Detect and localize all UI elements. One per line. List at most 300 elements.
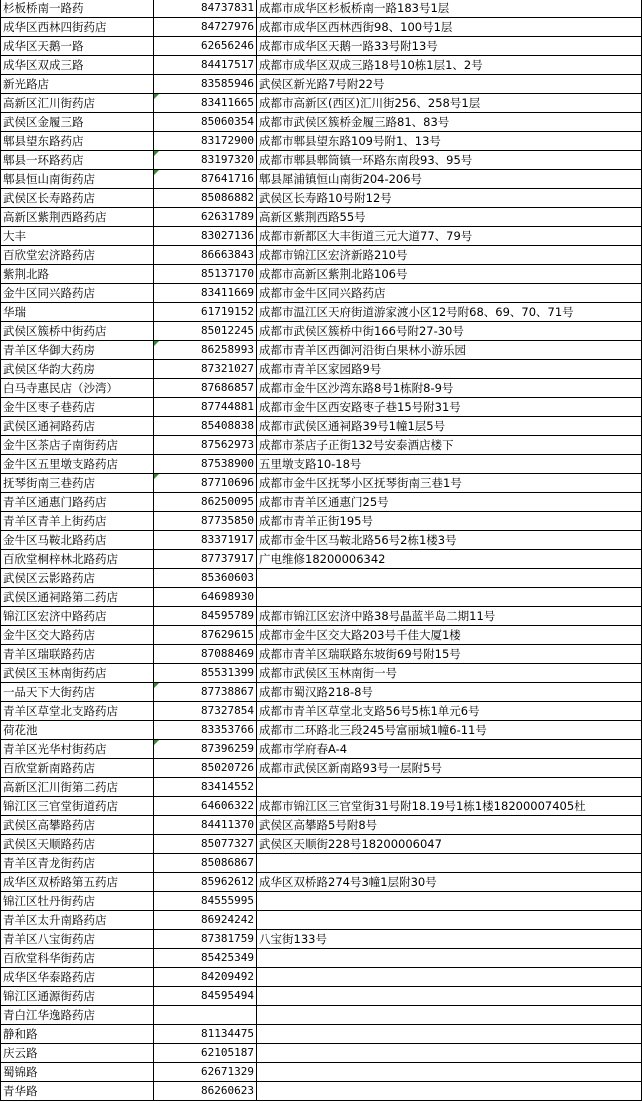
address: 成都市武侯区簇桥金履三路81、83号 [259,115,450,129]
store-name: 静和路 [3,1027,38,1041]
address-cell[interactable] [257,721,642,740]
phone-cell[interactable] [154,607,257,626]
phone-cell[interactable] [154,75,257,94]
address: 武侯区天顺街228号18200006047 [259,837,442,851]
address-cell[interactable] [257,588,642,607]
address-cell[interactable] [257,189,642,208]
phone-cell[interactable] [154,322,257,341]
address-cell[interactable] [257,75,642,94]
table-row [1,816,642,835]
store-name: 一品天下大街药店 [3,685,95,699]
table-row [1,284,642,303]
address-cell[interactable] [257,1006,642,1025]
phone-cell[interactable] [154,911,257,930]
address: 成都市成华区双成三路18号10栋1层1、2号 [259,58,483,72]
address: 五里墩支路10-18号 [259,457,362,471]
address-cell[interactable] [257,702,642,721]
address-cell[interactable] [257,531,642,550]
phone-cell[interactable] [154,151,257,170]
table-row [1,892,642,911]
store-name-cell[interactable] [1,835,154,854]
comment-indicator-icon [154,474,159,479]
phone-cell[interactable] [154,265,257,284]
phone-number: 85531399 [201,666,254,679]
store-name-cell[interactable] [1,170,154,189]
address-cell[interactable] [257,854,642,873]
store-name: 百欣堂桐梓林北路药店 [3,552,118,566]
phone-number: 83371917 [201,533,254,546]
phone-cell[interactable] [154,987,257,1006]
address-cell[interactable] [257,208,642,227]
phone-cell[interactable] [154,873,257,892]
address-cell[interactable] [257,911,642,930]
phone-cell[interactable] [154,284,257,303]
phone-cell[interactable] [154,227,257,246]
table-row [1,265,642,284]
store-name-cell[interactable] [1,778,154,797]
address-cell[interactable] [257,816,642,835]
table-row [1,379,642,398]
store-name-cell[interactable] [1,987,154,1006]
store-name: 高新区汇川街药店 [3,96,95,110]
store-name: 成华区西林四街药店 [3,20,107,34]
phone-cell[interactable] [154,645,257,664]
store-name-cell[interactable] [1,455,154,474]
address-cell[interactable] [257,930,642,949]
phone-cell[interactable] [154,94,257,113]
phone-cell[interactable] [154,0,257,18]
phone-number: 84595789 [201,609,254,622]
address: 成都市高新区紫荆北路106号 [259,267,408,281]
address: 成都市郫县郫筒镇一环路东南段93、95号 [259,153,473,167]
table-row [1,683,642,702]
store-name-cell[interactable] [1,607,154,626]
store-name-cell[interactable] [1,512,154,531]
address-cell[interactable] [257,1063,642,1082]
phone-cell[interactable] [154,493,257,512]
phone-number: 62671329 [201,1065,254,1078]
store-name-cell[interactable] [1,208,154,227]
phone-number: 86663843 [201,248,254,261]
store-name-cell[interactable] [1,664,154,683]
address-cell[interactable] [257,873,642,892]
table-row [1,778,642,797]
address-cell[interactable] [257,607,642,626]
phone-number: 87744881 [201,400,254,413]
phone-cell[interactable] [154,778,257,797]
store-name: 武侯区天顺路药店 [3,837,95,851]
table-row [1,37,642,56]
address-cell[interactable] [257,1025,642,1044]
store-name: 金牛区同兴路药店 [3,286,95,300]
store-name-cell[interactable] [1,968,154,987]
address: 成都市金牛区交大路203号千佳大厦1楼 [259,628,461,642]
store-name-cell[interactable] [1,569,154,588]
comment-indicator-icon [154,740,159,745]
store-name: 成华区华泰路药店 [3,970,95,984]
phone-number: 64606322 [201,799,254,812]
table-row [1,417,642,436]
address: 成都市高新区(西区)汇川街256、258号1层 [259,96,481,110]
store-name: 武侯区玉林南街药店 [3,666,107,680]
phone-cell[interactable] [154,436,257,455]
store-name-cell[interactable] [1,645,154,664]
phone-cell[interactable] [154,1044,257,1063]
table-row [1,246,642,265]
phone-number: 87538900 [201,457,254,470]
address: 成都市学府春A-4 [259,742,348,756]
phone-number: 86250095 [201,495,254,508]
store-name: 青华路 [3,1084,38,1098]
store-name-cell[interactable] [1,949,154,968]
phone-number: 86260623 [201,1084,254,1097]
phone-cell[interactable] [154,588,257,607]
address-cell[interactable] [257,56,642,75]
phone-cell[interactable] [154,569,257,588]
store-name-cell[interactable] [1,417,154,436]
table-row [1,911,642,930]
phone-number: 87321027 [201,362,254,375]
phone-cell[interactable] [154,759,257,778]
store-name: 蜀锦路 [3,1065,38,1079]
store-name-cell[interactable] [1,1006,154,1025]
phone-cell[interactable] [154,474,257,493]
address-cell[interactable] [257,417,642,436]
store-name: 青羊区太升南路药店 [3,913,107,927]
store-name-cell[interactable] [1,930,154,949]
phone-number: 85962612 [201,875,254,888]
store-name-cell[interactable] [1,721,154,740]
phone-cell[interactable] [154,341,257,360]
table-row [1,455,642,474]
store-name-cell[interactable] [1,132,154,151]
store-name-cell[interactable] [1,1044,154,1063]
phone-cell[interactable] [154,360,257,379]
comment-indicator-icon [154,341,159,346]
table-row [1,968,642,987]
address-cell[interactable] [257,512,642,531]
address-cell[interactable] [257,341,642,360]
store-name-cell[interactable] [1,474,154,493]
phone-cell[interactable] [154,189,257,208]
store-name: 大丰 [3,229,26,243]
store-name-cell[interactable] [1,797,154,816]
store-name-cell[interactable] [1,341,154,360]
table-row [1,987,642,1006]
address: 成都市青羊区瑞联路东坡街69号附15号 [259,647,461,661]
address-cell[interactable] [257,1044,642,1063]
phone-cell[interactable] [154,949,257,968]
address: 郫县犀浦镇恒山南街204-206号 [259,172,423,186]
store-name-cell[interactable] [1,1063,154,1082]
table-row [1,170,642,189]
address-cell[interactable] [257,0,642,18]
address-cell[interactable] [257,379,642,398]
phone-cell[interactable] [154,968,257,987]
address-cell[interactable] [257,740,642,759]
phone-cell[interactable] [154,18,257,37]
phone-number: 87629615 [201,628,254,641]
address-cell[interactable] [257,455,642,474]
store-name-cell[interactable] [1,94,154,113]
phone-cell[interactable] [154,512,257,531]
phone-number: 87088469 [201,647,254,660]
table-row [1,588,642,607]
store-name-cell[interactable] [1,360,154,379]
phone-number: 84727976 [201,20,254,33]
phone-cell[interactable] [154,1082,257,1101]
phone-number: 83411665 [201,96,254,109]
store-name-cell[interactable] [1,759,154,778]
phone-cell[interactable] [154,892,257,911]
store-name-cell[interactable] [1,0,154,18]
address: 成都市锦江区宏济中路38号晶蓝半岛二期11号 [259,609,496,623]
phone-cell[interactable] [154,170,257,189]
store-name: 郫县恒山南街药店 [3,172,95,186]
phone-cell[interactable] [154,132,257,151]
address-cell[interactable] [257,968,642,987]
store-name-cell[interactable] [1,702,154,721]
address-cell[interactable] [257,683,642,702]
phone-number: 83414552 [201,780,254,793]
store-name-cell[interactable] [1,626,154,645]
phone-number: 83197320 [201,153,254,166]
store-name-cell[interactable] [1,873,154,892]
store-name-cell[interactable] [1,588,154,607]
store-name-cell[interactable] [1,911,154,930]
store-name: 庆云路 [3,1046,38,1060]
address-cell[interactable] [257,303,642,322]
phone-number: 62656246 [201,39,254,52]
address-cell[interactable] [257,113,642,132]
store-name-cell[interactable] [1,113,154,132]
store-name: 杉板桥南一路药 [3,1,84,15]
store-name: 白马寺惠民店（沙湾） [3,381,118,395]
phone-cell[interactable] [154,930,257,949]
store-name: 百欣堂科华街药店 [3,951,95,965]
store-name: 青羊区光华村街药店 [3,742,107,756]
address-cell[interactable] [257,892,642,911]
store-name: 锦江区牡丹街药店 [3,894,95,908]
store-name-cell[interactable] [1,37,154,56]
phone-cell[interactable] [154,683,257,702]
address-cell[interactable] [257,835,642,854]
address-cell[interactable] [257,987,642,1006]
phone-cell[interactable] [154,854,257,873]
table-row [1,550,642,569]
address-cell[interactable] [257,18,642,37]
address-cell[interactable] [257,778,642,797]
phone-cell[interactable] [154,379,257,398]
address: 成都市金牛区沙湾东路8号1栋附8-9号 [259,381,454,395]
store-name-cell[interactable] [1,1025,154,1044]
address: 成都市二环路北三段245号富丽城1幢6-11号 [259,723,487,737]
address: 成都市锦江区三官堂街31号附18.19号1栋1楼18200007405杜 [259,799,586,813]
phone-number: 83027136 [201,229,254,242]
table-row [1,227,642,246]
table-row [1,0,642,18]
phone-cell[interactable] [154,816,257,835]
store-name-cell[interactable] [1,816,154,835]
store-name-cell[interactable] [1,18,154,37]
address: 成都市金牛区西安路枣子巷15号附31号 [259,400,461,414]
table-row [1,398,642,417]
phone-cell[interactable] [154,37,257,56]
phone-number: 84595494 [201,989,254,1002]
store-name-cell[interactable] [1,436,154,455]
table-row [1,626,642,645]
store-name-cell[interactable] [1,550,154,569]
table-row [1,645,642,664]
table-row [1,18,642,37]
phone-cell[interactable] [154,664,257,683]
store-name-cell[interactable] [1,151,154,170]
address-cell[interactable] [257,227,642,246]
comment-indicator-icon [154,94,159,99]
phone-cell[interactable] [154,626,257,645]
store-name-cell[interactable] [1,227,154,246]
store-name: 锦江区宏济中路药店 [3,609,107,623]
phone-cell[interactable] [154,398,257,417]
phone-number: 85086882 [201,191,254,204]
phone-cell[interactable] [154,721,257,740]
address-cell[interactable] [257,132,642,151]
address: 成都市武侯区通祠路39号1幢1层5号 [259,419,446,433]
address-cell[interactable] [257,949,642,968]
phone-cell[interactable] [154,417,257,436]
address-cell[interactable] [257,151,642,170]
store-name-cell[interactable] [1,740,154,759]
store-name-cell[interactable] [1,246,154,265]
table-row [1,94,642,113]
store-name-cell[interactable] [1,683,154,702]
address-cell[interactable] [257,436,642,455]
store-name-cell[interactable] [1,379,154,398]
phone-number: 87737917 [201,552,254,565]
phone-cell[interactable] [154,1025,257,1044]
address-cell[interactable] [257,759,642,778]
address: 成都市成华区天鹅一路33号附13号 [259,39,438,53]
address-cell[interactable] [257,1082,642,1101]
store-name: 锦江区通源街药店 [3,989,95,1003]
phone-cell[interactable] [154,246,257,265]
phone-cell[interactable] [154,208,257,227]
store-name-cell[interactable] [1,531,154,550]
store-name-cell[interactable] [1,189,154,208]
phone-number: 62631789 [201,210,254,223]
address-cell[interactable] [257,626,642,645]
address-cell[interactable] [257,645,642,664]
phone-cell[interactable] [154,531,257,550]
address-cell[interactable] [257,360,642,379]
address-cell[interactable] [257,493,642,512]
store-name-cell[interactable] [1,265,154,284]
address-cell[interactable] [257,37,642,56]
address: 成都市金牛区马鞍北路56号2栋1楼3号 [259,533,457,547]
table-row [1,360,642,379]
table-row [1,1063,642,1082]
phone-cell[interactable] [154,455,257,474]
address-cell[interactable] [257,550,642,569]
store-name: 金牛区枣子巷药店 [3,400,95,414]
store-name: 青羊区青羊上街药店 [3,514,107,528]
store-name: 青羊区通惠门路药店 [3,495,107,509]
store-name: 青羊区青龙街药店 [3,856,95,870]
store-name-cell[interactable] [1,892,154,911]
table-row [1,1082,642,1101]
phone-cell[interactable] [154,56,257,75]
address-cell[interactable] [257,265,642,284]
phone-cell[interactable] [154,1006,257,1025]
address: 成都市温江区天府街道游家渡小区12号附68、69、70、71号 [259,305,574,319]
address: 武侯区长寿路10号附12号 [259,191,392,205]
phone-cell[interactable] [154,702,257,721]
address: 武侯区高攀路5号附8号 [259,818,378,832]
phone-cell[interactable] [154,1063,257,1082]
phone-cell[interactable] [154,303,257,322]
store-name-cell[interactable] [1,284,154,303]
phone-number: 87686857 [201,381,254,394]
address: 武侯区新光路7号附22号 [259,77,385,91]
address-cell[interactable] [257,170,642,189]
address-cell[interactable] [257,398,642,417]
store-name: 青羊区华御大药房 [3,343,95,357]
store-name-cell[interactable] [1,398,154,417]
table-row [1,531,642,550]
address-cell[interactable] [257,664,642,683]
address-cell[interactable] [257,797,642,816]
address-cell[interactable] [257,474,642,493]
table-body [1,0,642,1101]
table-row [1,75,642,94]
address-cell[interactable] [257,322,642,341]
store-name: 武侯区通祠路第二药店 [3,590,118,604]
comment-indicator-icon [154,683,159,688]
table-row [1,664,642,683]
table-row [1,436,642,455]
phone-cell[interactable] [154,797,257,816]
address: 成都市金牛区抚琴小区抚琴街南三巷1号 [259,476,462,490]
store-name-cell[interactable] [1,56,154,75]
table-row [1,208,642,227]
address-cell[interactable] [257,284,642,303]
store-name-cell[interactable] [1,854,154,873]
phone-number: 87710696 [201,476,254,489]
store-name-cell[interactable] [1,493,154,512]
store-name-cell[interactable] [1,1082,154,1101]
address-cell[interactable] [257,94,642,113]
store-name-cell[interactable] [1,322,154,341]
table-row [1,835,642,854]
table-row [1,873,642,892]
store-name: 成华区双桥路第五药店 [3,875,118,889]
address: 成都市青羊区家园路9号 [259,362,382,376]
phone-number: 83585946 [201,77,254,90]
table-row [1,303,642,322]
phone-cell[interactable] [154,113,257,132]
address-cell[interactable] [257,569,642,588]
phone-cell[interactable] [154,835,257,854]
phone-cell[interactable] [154,740,257,759]
store-name-cell[interactable] [1,303,154,322]
address: 成都市成华区杉板桥南一路183号1层 [259,1,450,15]
table-row [1,132,642,151]
phone-cell[interactable] [154,550,257,569]
address-cell[interactable] [257,246,642,265]
store-name: 武侯区长寿路药店 [3,191,95,205]
phone-number: 85137170 [201,267,254,280]
store-name-cell[interactable] [1,75,154,94]
